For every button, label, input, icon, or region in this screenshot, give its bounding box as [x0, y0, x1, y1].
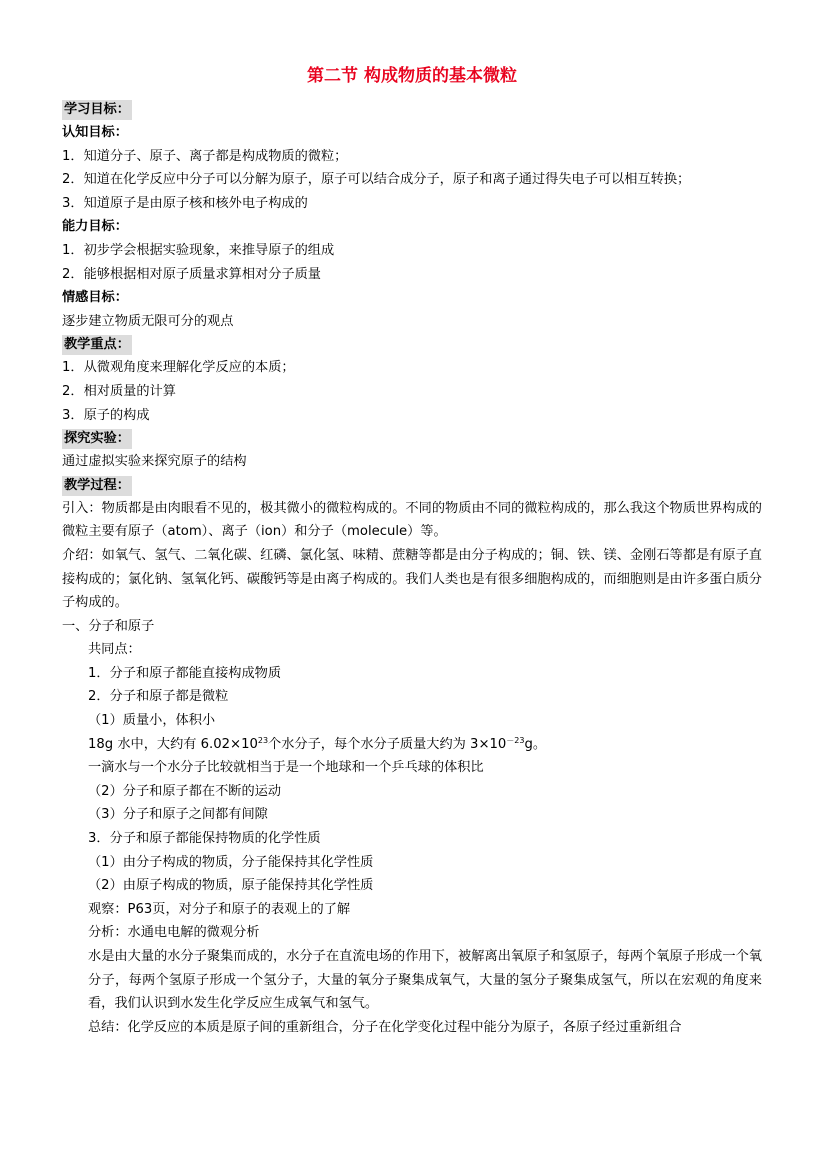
- cognitive-item: 3．知道原子是由原子核和核外电子构成的: [62, 195, 308, 211]
- water-molecule-fact: 18g 水中，大约有 $6.02\times 10^{23}$个水分子，每个水分子质量大约为 $3\times 10^{-23}g$。: [88, 735, 547, 752]
- ability-item: 1．初步学会根据实验现象，来推导原子的组成: [62, 242, 335, 258]
- observe-text: 观察：P63页，对分子和原子的表观上的了解: [88, 901, 351, 917]
- experiment-text: 通过虚拟实验来探究原子的结构: [62, 454, 247, 470]
- ability-item: 2．能够根据相对原子质量求算相对分子质量: [62, 266, 321, 282]
- emotion-heading: 情感目标：: [62, 290, 128, 306]
- goals-heading: 学习目标：: [62, 100, 132, 120]
- key-heading: 教学重点：: [62, 335, 132, 355]
- common-item: 1．分子和原子都能直接构成物质: [88, 665, 282, 681]
- exponent: －23: [506, 735, 525, 745]
- analysis-paragraph: 水是由大量的水分子聚集而成的，水分子在直流电场的作用下，被解离出氧原子和氢原子，每两个氧原子形成一个氧分子，每两个氢原子形成一个氢分子，大量的氧分子聚集成氧气，大量的氢分子聚集成氢气，所以在宏观的角度来看，我们认识到水发生化学反应生成氧气和氢气。: [88, 949, 762, 1012]
- cognitive-item: 1．知道分子、原子、离子都是构成物质的微粒；: [62, 148, 348, 164]
- key-item: 2．相对质量的计算: [62, 383, 176, 399]
- exponent: 23: [257, 735, 269, 745]
- summary-text: 总结：化学反应的本质是原子间的重新组合，分子在化学变化过程中能分为原子，各原子经过重新组合: [88, 1019, 682, 1035]
- cognitive-heading: 认知目标：: [62, 125, 128, 140]
- common-item: 3．分子和原子都能保持物质的化学性质: [88, 831, 321, 847]
- experiment-heading: 探究实验：: [62, 429, 132, 449]
- common-subitem: （3）分子和原子之间都有间隙: [88, 807, 268, 823]
- analysis-text: 分析：水通电电解的微观分析: [88, 925, 260, 941]
- common-label: 共同点：: [88, 642, 141, 658]
- common-subitem: （2）分子和原子都在不断的运动: [88, 783, 282, 799]
- part1-title: 一、分子和原子: [62, 618, 155, 634]
- introduce-paragraph: 介绍：如氧气、氢气、二氧化碳、红磷、氯化氢、味精、蔗糖等都是由分子构成的；铜、铁、镁、金刚石等都是有原子直接构成的；氯化钠、氢氧化钙、碳酸钙等是由离子构成的。我们人类也是有很多细胞构成的，而细胞则是由许多蛋白质分子构成的。: [62, 547, 762, 611]
- key-item: 1．从微观角度来理解化学反应的本质；: [62, 360, 295, 376]
- cognitive-item: 2．知道在化学反应中分子可以分解为原子，原子可以结合成分子，原子和离子通过得失电子可以相互转换；: [62, 172, 691, 188]
- page-title: 第二节 构成物质的基本微粒: [307, 66, 517, 86]
- comparison-text: 一滴水与一个水分子比较就相当于是一个地球和一个乒乓球的体积比: [88, 760, 484, 776]
- common-item: 2．分子和原子都是微粒: [88, 689, 229, 705]
- common-subitem: （1）质量小，体积小: [88, 713, 216, 729]
- key-item: 3．原子的构成: [62, 407, 150, 423]
- common-subitem: （2）由原子构成的物质，原子能保持其化学性质: [88, 878, 374, 894]
- intro-paragraph: 引入：物质都是由肉眼看不见的，极其微小的微粒构成的。不同的物质由不同的微粒构成的，那么我这个物质世界构成的微粒主要有原子（atom）、离子（ion）和分子（molecule）等。: [62, 500, 762, 540]
- document-page: [62, 60, 762, 1039]
- ability-heading: 能力目标：: [62, 219, 128, 235]
- emotion-text: 逐步建立物质无限可分的观点: [62, 313, 234, 329]
- process-heading: 教学过程：: [62, 476, 132, 496]
- common-subitem: （1）由分子构成的物质，分子能保持其化学性质: [88, 854, 374, 870]
